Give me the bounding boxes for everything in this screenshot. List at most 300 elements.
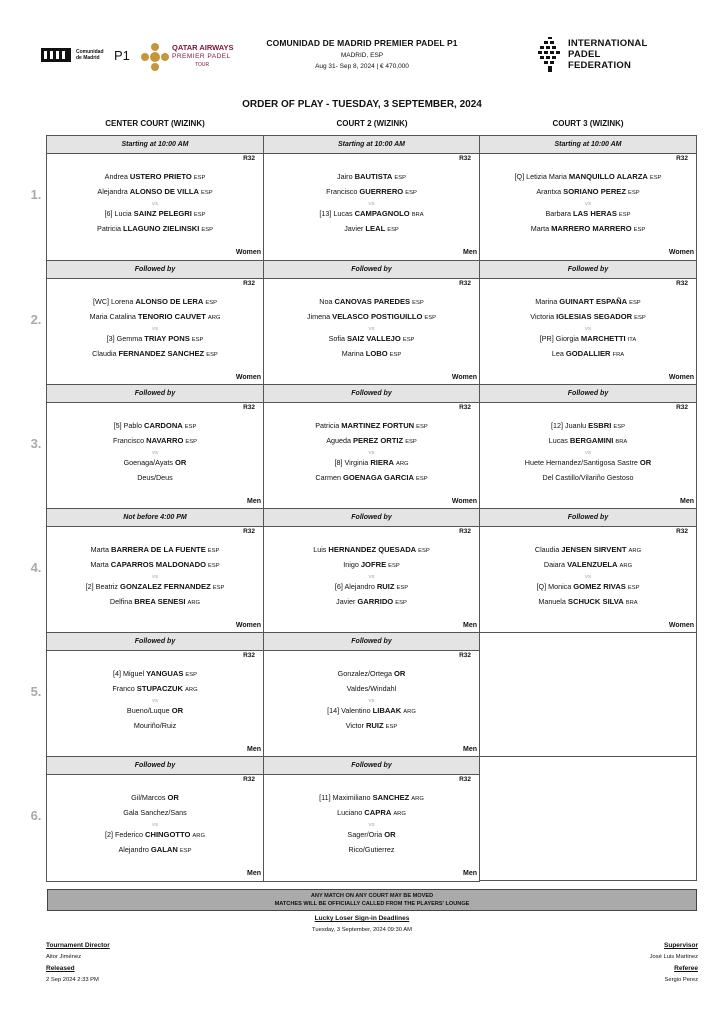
player-line [47,597,263,606]
player-first-name: Marina [341,349,364,358]
player-nationality: ESP [418,548,430,554]
player-first-name: Luis [313,545,327,554]
player-surname: CANOVAS PAREDES [334,297,411,306]
comunidad-madrid-label: Comunidad de Madrid [76,49,104,61]
player-surname: OR [639,458,652,467]
player-nationality: ARG [393,811,406,817]
player-first-name: Rico/Gutierrez [348,845,395,854]
player-seed: [Q] [514,172,525,181]
match-round: R32 [459,776,471,783]
player-line [47,473,263,482]
player-surname: LLAGUNO ZIELINSKI [123,224,200,233]
player-line [264,706,479,715]
match-category: Women [235,249,261,256]
match-cell [263,135,480,261]
player-first-name: Patricia [97,224,121,233]
versus-label: VS [584,574,592,579]
player-surname: CARDONA [143,421,183,430]
player-first-name: Beatriz [95,582,119,591]
player-line [264,297,479,306]
match-category: Women [235,622,261,629]
player-first-name: Bueno/Luque [126,706,170,715]
player-line [480,224,696,233]
player-nationality: ESP [634,315,646,321]
match-category: Men [463,870,477,877]
player-surname: LIBAAK [372,706,402,715]
match-time-header: Followed by [264,633,479,651]
player-first-name: Mouriño/Ruiz [133,721,177,730]
row-number: 5. [30,684,42,699]
player-nationality: ESP [206,352,218,358]
versus-label: VS [368,822,375,827]
player-surname: ESBRI [588,421,612,430]
player-first-name: Gemma [116,334,143,343]
player-nationality: ARG [395,461,409,467]
player-surname: VELASCO POSTIGUILLO [332,312,423,321]
versus-label: VS [151,326,159,331]
player-first-name: Lorena [111,297,134,306]
player-line [47,421,263,430]
player-nationality: ESP [633,227,646,233]
order-of-play-title: ORDER OF PLAY - TUESDAY, 3 SEPTEMBER, 2024 [242,99,482,110]
player-first-name: Franco [112,684,135,693]
court-header-3: COURT 3 (WIZINK) [552,119,624,128]
player-first-name: Monica [548,582,572,591]
player-nationality: ESP [649,175,662,181]
player-nationality: ESP [193,175,206,181]
versus-label: VS [368,326,375,331]
player-nationality: ESP [387,227,399,233]
match-time-header: Followed by [47,385,263,403]
player-line [480,436,696,445]
match-cell [263,632,480,758]
player-nationality: ESP [405,439,417,445]
versus-label: VS [151,574,159,579]
player-nationality: ESP [405,190,417,196]
player-first-name: Alejandro [344,582,375,591]
player-first-name: Jimena [306,312,331,321]
event-title: COMUNIDAD DE MADRID PREMIER PADEL P1 [266,38,458,48]
player-surname: RUIZ [376,582,395,591]
player-first-name: Inigo [343,560,359,569]
player-line [480,421,696,430]
player-line [47,458,263,467]
match-cell [46,135,264,261]
player-line [480,297,696,306]
match-cell [263,384,480,510]
match-round: R32 [676,280,688,287]
player-line [480,312,696,321]
versus-label: VS [368,450,375,455]
match-round: R32 [243,280,255,287]
player-first-name: Jairo [336,172,353,181]
player-surname: ALONSO DE LERA [135,297,204,306]
player-seed: [WC] [93,297,110,306]
player-line [264,545,479,554]
player-line [480,172,696,181]
player-surname: PEREZ ORTIZ [352,436,404,445]
versus-label: VS [151,450,159,455]
player-surname: TENORIO CAUVET [137,312,206,321]
match-cell [263,756,480,882]
player-surname: BREA SENESI [134,597,186,606]
player-line [264,209,479,218]
player-first-name: Claudia [534,545,560,554]
player-line [264,349,479,358]
player-first-name: Gil/Marcos [131,793,166,802]
match-cell [479,135,697,261]
match-round: R32 [243,155,255,162]
player-surname: JOFRE [360,560,387,569]
player-surname: SAINZ PELEGRI [133,209,192,218]
player-surname: CHINGOTTO [144,830,191,839]
player-nationality: ESP [200,190,213,196]
player-line [264,669,479,678]
player-first-name: Patricia [315,421,340,430]
versus-label: VS [584,450,592,455]
player-first-name: Miguel [122,669,145,678]
player-surname: MARTINEZ FORTUN [341,421,415,430]
match-cell [46,508,264,634]
player-line [264,436,479,445]
player-first-name: Del Castillo/Vilariño Gestoso [542,473,634,482]
player-line [264,582,479,591]
player-line [47,830,263,839]
match-time-header: Followed by [47,633,263,651]
player-line [47,312,263,321]
player-surname: CAPARROS MALDONADO [110,560,206,569]
player-surname: IGLESIAS SEGADOR [556,312,633,321]
match-category: Men [247,498,261,505]
player-nationality: ESP [628,190,640,196]
player-line [264,187,479,196]
player-surname: GODALLIER [565,349,611,358]
player-first-name: Noa [319,297,333,306]
comunidad-madrid-p1-logo [40,42,140,68]
player-seed: [2] [105,830,114,839]
empty-match-cell [479,756,697,881]
player-first-name: Marta [90,560,109,569]
player-surname: TRIAY PONS [144,334,190,343]
match-cell [46,260,264,386]
versus-label: VS [368,698,375,703]
match-cell [46,632,264,758]
player-first-name: Delfina [109,597,133,606]
player-seed: [8] [334,458,343,467]
row-number: 1. [30,187,42,202]
player-nationality: ARG [187,600,201,606]
player-nationality: ESP [212,585,225,591]
ipf-line-3: FEDERATION [568,60,632,71]
event-header [244,38,480,70]
player-nationality: ESP [205,300,217,306]
player-line [480,545,696,554]
match-category: Women [668,374,694,381]
match-cell [479,384,697,510]
player-nationality: ESP [395,600,407,606]
player-line [47,224,263,233]
player-first-name: Lucia [114,209,132,218]
player-surname: STUPACZUK [136,684,184,693]
player-line [264,224,479,233]
player-line [47,669,263,678]
match-category: Men [247,870,261,877]
match-cell [46,384,264,510]
player-line [480,458,696,467]
versus-label: VS [151,201,159,206]
ipf-line-2: PADEL [568,49,601,60]
player-first-name: Giorgia [555,334,579,343]
match-category: Women [668,249,694,256]
player-nationality: ARG [185,687,198,693]
match-time-header: Followed by [264,261,479,279]
row-number: 4. [30,560,42,575]
player-nationality: ESP [191,337,204,343]
player-line [480,582,696,591]
match-round: R32 [676,528,688,535]
player-nationality: ITA [627,337,637,343]
player-seed: [3] [106,334,115,343]
player-line [264,473,479,482]
versus-label: VS [368,574,375,579]
empty-match-cell [479,632,697,758]
player-line [47,721,263,730]
player-line [264,684,479,693]
player-line [264,830,479,839]
player-first-name: Maximiliano [332,793,371,802]
player-line [264,458,479,467]
player-nationality: ESP [394,175,407,181]
player-line [47,545,263,554]
player-line [47,436,263,445]
match-cell [263,260,480,386]
match-round: R32 [676,155,688,162]
player-surname: SORIANO PEREZ [563,187,627,196]
player-surname: OR [175,458,187,467]
match-cell [46,756,264,882]
match-cell [479,260,697,386]
match-category: Women [451,498,477,505]
player-surname: GOMEZ RIVAS [573,582,626,591]
player-line [47,793,263,802]
qatar-airways-premier-padel-logo [140,40,240,72]
player-seed: [6] [334,582,343,591]
player-first-name: Federico [115,830,143,839]
player-first-name: Lucas [333,209,353,218]
player-line [47,172,263,181]
match-round: R32 [243,652,255,659]
player-first-name: Carmen [315,473,341,482]
player-surname: OR [171,706,184,715]
match-cell [479,508,697,634]
row-number: 6. [30,808,42,823]
lucky-loser-date: Tuesday, 3 September, 2024 09:30 AM [312,927,412,933]
ipf-line-1: INTERNATIONAL [568,38,648,49]
player-nationality: ESP [185,672,198,678]
match-time-header: Starting at 10:00 AM [47,136,263,154]
versus-label: VS [151,698,159,703]
player-nationality: ESP [424,315,437,321]
player-surname: VALENZUELA [567,560,618,569]
player-first-name: Luciano [337,808,363,817]
match-cell [263,508,480,634]
player-line [47,334,263,343]
player-first-name: Victoria [530,312,555,321]
player-nationality: ESP [207,563,220,569]
match-notice [47,889,697,911]
player-line [47,187,263,196]
player-first-name: Marta [530,224,550,233]
released-label: Released [46,965,75,972]
player-surname: USTERO PRIETO [129,172,192,181]
match-round: R32 [459,528,471,535]
player-line [480,209,696,218]
event-location: MADRID, ESP [340,52,384,59]
player-nationality: ESP [388,563,400,569]
player-first-name: Pablo [123,421,142,430]
match-category: Men [463,249,477,256]
player-nationality: BRA [615,439,628,445]
player-surname: NAVARRO [146,436,184,445]
player-first-name: Sager/Oria [347,830,383,839]
player-seed: [PR] [539,334,554,343]
player-nationality: ESP [201,227,213,233]
match-round: R32 [676,404,688,411]
player-first-name: Gala Sanchez/Sans [123,808,187,817]
row-number: 3. [30,436,42,451]
player-line [47,845,263,854]
player-nationality: ESP [396,585,409,591]
player-line [480,560,696,569]
player-first-name: Sofia [328,334,345,343]
match-time-header: Followed by [480,509,696,527]
match-time-header: Followed by [480,261,696,279]
player-nationality: ARG [628,548,642,554]
match-category: Men [247,746,261,753]
player-surname: BARRERA DE LA FUENTE [110,545,206,554]
tour-label: TOUR [195,62,210,68]
player-first-name: Claudia [92,349,117,358]
player-nationality: ARG [411,796,424,802]
player-surname: SAIZ VALLEJO [346,334,401,343]
player-surname: BERGAMINI [569,436,614,445]
player-seed: [13] [319,209,332,218]
player-nationality: ESP [185,439,198,445]
player-line [47,684,263,693]
player-line [480,597,696,606]
player-nationality: ARG [619,563,633,569]
player-surname: SANCHEZ [372,793,410,802]
player-nationality: ESP [627,585,640,591]
player-first-name: Andrea [104,172,128,181]
player-surname: GUINART ESPAÑA [559,297,628,306]
player-first-name: Juanlu [564,421,587,430]
player-first-name: Marina [535,297,558,306]
player-first-name: Barbara [545,209,572,218]
player-line [480,349,696,358]
player-nationality: ESP [184,424,197,430]
tournament-director-name: Aitor Jiménez [46,954,82,960]
versus-label: VS [151,822,159,827]
player-first-name: Victor [345,721,364,730]
player-surname: OR [384,830,396,839]
supervisor-name: José Luis Martinez [649,954,698,960]
player-nationality: ARG [403,709,416,715]
row-number: 2. [30,312,42,327]
player-nationality: ARG [192,833,205,839]
match-time-header: Followed by [264,385,479,403]
match-category: Women [668,622,694,629]
player-nationality: ESP [613,424,625,430]
player-seed: [11] [319,793,331,802]
match-time-header: Followed by [480,385,696,403]
player-surname: MARCHETTI [580,334,626,343]
player-line [264,845,479,854]
player-first-name: Valdes/Windahl [346,684,397,693]
tier-label: P1 [114,48,130,63]
player-surname: CAPRA [364,808,392,817]
player-surname: MARRERO MARRERO [551,224,632,233]
released-value: 2 Sep 2024 2:33 PM [46,977,99,983]
player-seed: [2] [85,582,94,591]
match-time-header: Followed by [264,509,479,527]
player-line [47,808,263,817]
player-surname: SCHUCK SILVA [567,597,624,606]
player-first-name: Lea [551,349,564,358]
versus-label: VS [584,201,592,206]
player-nationality: BRA [411,212,424,218]
match-time-header: Followed by [47,757,263,775]
player-surname: OR [167,793,179,802]
court-header-center: CENTER COURT (WIZINK) [105,119,205,128]
player-first-name: Maria Catalina [89,312,136,321]
player-first-name: Goenaga/Ayats [123,458,174,467]
player-line [480,473,696,482]
tournament-director-label: Tournament Director [46,942,110,949]
player-first-name: Daiara [543,560,566,569]
event-dates-prize: Aug 31- Sep 8, 2024 | € 470,000 [315,63,409,70]
match-round: R32 [459,404,471,411]
court-header-2: COURT 2 (WIZINK) [336,119,408,128]
player-surname: OR [393,669,406,678]
player-surname: YANGUAS [146,669,184,678]
match-category: Women [235,374,261,381]
player-nationality: ESP [207,548,220,554]
referee-name: Sergio Perez [664,977,698,983]
player-line [264,793,479,802]
player-first-name: Alejandro [118,845,149,854]
player-seed: [6] [104,209,113,218]
player-line [264,560,479,569]
player-surname: GONZALEZ FERNANDEZ [120,582,211,591]
player-nationality: ESP [412,300,424,306]
player-line [47,209,263,218]
player-surname: LAS HERAS [573,209,617,218]
match-time-header: Not before 4:00 PM [47,509,263,527]
player-nationality: ESP [416,476,428,482]
player-first-name: Valentino [341,706,371,715]
player-first-name: Arantxa [536,187,562,196]
player-first-name: Francisco [112,436,145,445]
player-line [47,582,263,591]
player-seed: [Q] [536,582,547,591]
player-surname: MANQUILLO ALARZA [568,172,648,181]
match-category: Men [463,746,477,753]
referee-label: Referee [674,965,698,972]
player-line [264,597,479,606]
player-nationality: ESP [416,424,428,430]
player-surname: LOBO [365,349,388,358]
